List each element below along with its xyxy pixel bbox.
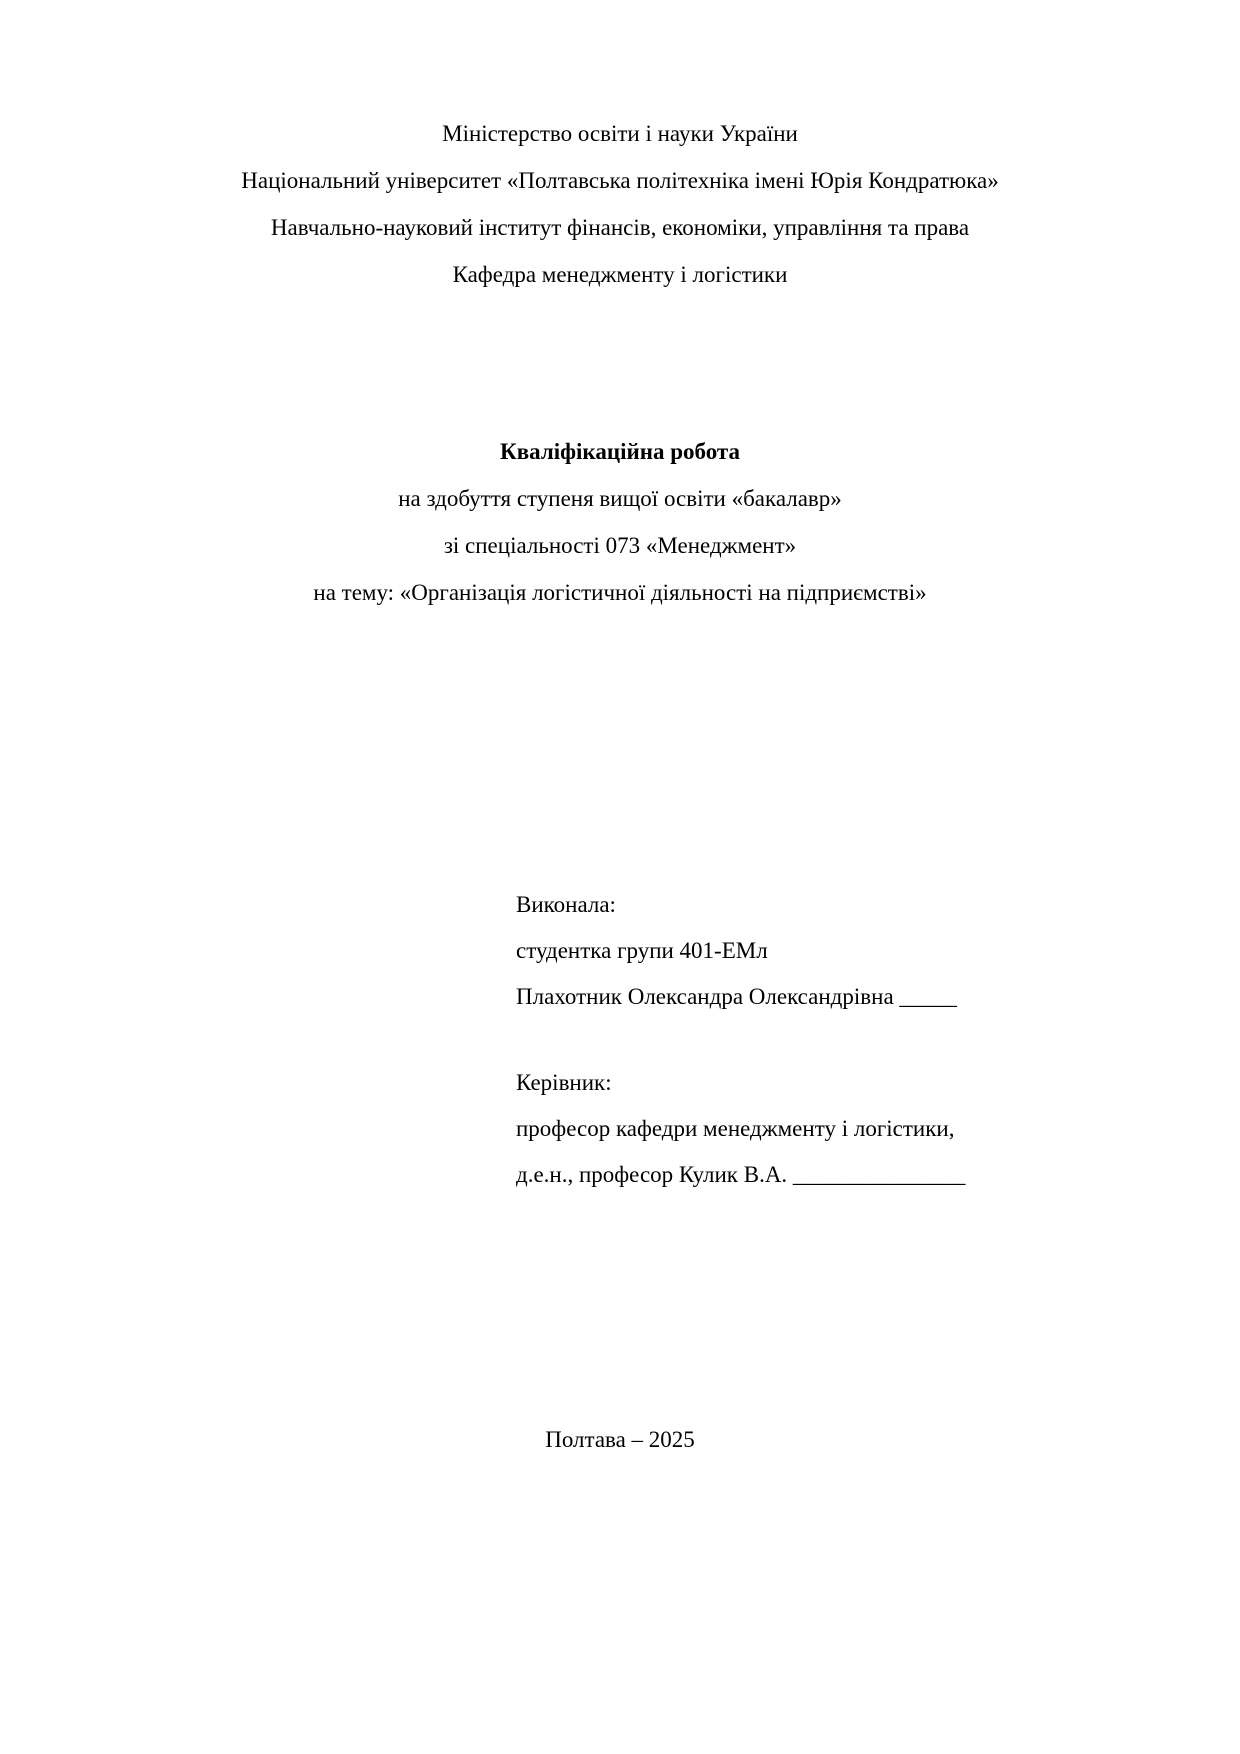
- ministry-line: Міністерство освіти і науки України: [442, 121, 798, 146]
- executor-label: Виконала:: [516, 892, 616, 917]
- department-line: Кафедра менеджменту і логістики: [452, 262, 788, 287]
- header-block: [0, 110, 1240, 298]
- executor-group: [516, 882, 1156, 1020]
- work-title: Кваліфікаційна робота: [500, 439, 740, 464]
- university-line: Національний університет «Полтавська політехніка імені Юрія Кондратюка»: [241, 168, 999, 193]
- executor-name-line: Плахотник Олександра Олександрівна _____: [516, 984, 957, 1009]
- degree-line: на здобуття ступеня вищої освіти «бакалавр»: [398, 486, 842, 511]
- supervisor-name-line: д.е.н., професор Кулик В.А. _______________: [516, 1162, 966, 1187]
- institute-line: Навчально-науковий інститут фінансів, економіки, управління та права: [270, 215, 970, 240]
- city-year: Полтава – 2025: [545, 1427, 695, 1452]
- credits-block: [516, 882, 1156, 1198]
- supervisor-label: Керівник:: [516, 1070, 612, 1095]
- executor-group-line: студентка групи 401-ЕМл: [516, 938, 768, 963]
- supervisor-position-line: професор кафедри менеджменту і логістики,: [516, 1116, 955, 1141]
- topic-line: на тему: «Організація логістичної діяльності на підприємстві»: [313, 580, 927, 605]
- specialty-line: зі спеціальності 073 «Менеджмент»: [443, 533, 797, 558]
- supervisor-group: [516, 1060, 1156, 1198]
- title-block: [0, 428, 1240, 616]
- footer-block: [0, 1416, 1240, 1463]
